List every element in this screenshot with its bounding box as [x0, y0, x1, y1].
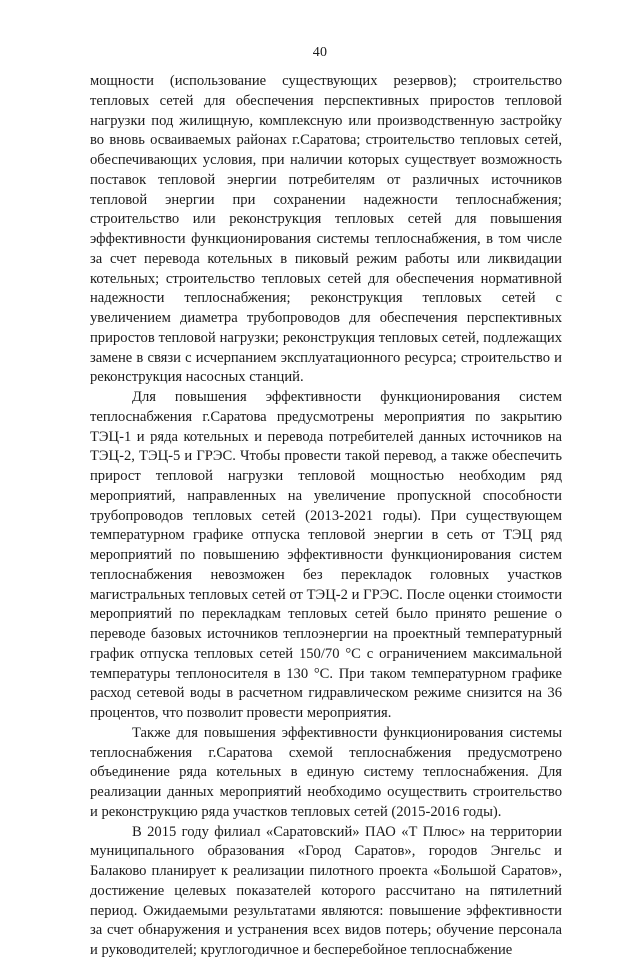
- paragraph-continuation: мощности (использование существующих резервов); строительство тепловых сетей для обеспечения перспективных приростов тепловой нагрузки под жилищную, комплексную или производственную застройку во вновь осваиваемых районах г.Саратова; строительство тепловых сетей, обеспечивающих условия, при наличии которых существует возможность поставок тепловой энергии потребителям от различных источников тепловой энергии при сохранении надежности теплоснабжения; строительство или реконструкция тепловых сетей для повышения эффективности функционирования системы теплоснабжения, в том числе за счет перевода котельных в пиковый режим работы или ликвидации котельных; строительство тепловых сетей для обеспечения нормативной надежности теплоснабжения; реконструкция тепловых сетей с увеличением диаметра трубопроводов для обеспечения перспективных приростов тепловой нагрузки; реконструкция тепловых сетей, подлежащих замене в связи с исчерпанием эксплуатационного ресурса; строительство и реконструкция насосных станций.: [90, 73, 562, 386]
- paragraph-boiler-consolidation: Также для повышения эффективности функционирования системы теплоснабжения г.Саратова схемой теплоснабжения предусмотрено объединение ряда котельных в единую систему теплоснабжения. Для реализации данных мероприятий необходимо осуществить строительство и реконструкцию ряда участков тепловых сетей (2015-2016 годы).: [90, 724, 562, 820]
- paragraph-big-saratov-project: В 2015 году филиал «Саратовский» ПАО «Т Плюс» на территории муниципального образования «Город Саратов», городов Энгельс и Балаково планирует к реализации пилотного проекта «Большой Саратов», достижение целевых показателей которого рассчитано на пятилетний период. Ожидаемыми результатами являются: повышение эффективности за счет обнаружения и устранения всех видов потерь; обучение персонала и руководителей; круглогодичное и бесперебойное теплоснабжение: [90, 823, 562, 958]
- body-text: [90, 72, 562, 961]
- paragraph-efficiency-measures: Для повышения эффективности функционирования систем теплоснабжения г.Саратова предусмотрены мероприятия по закрытию ТЭЦ-1 и ряда котельных и перевода потребителей данных источников на ТЭЦ-2, ТЭЦ-5 и ГРЭС. Чтобы провести такой перевод, а также обеспечить прирост тепловой нагрузки тепловой мощностью необходим ряд мероприятий, направленных на увеличение пропускной способности трубопроводов тепловых сетей (2013-2021 годы). При существующем температурном графике отпуска тепловой энергии в сеть от ТЭЦ ряд мероприятий по повышению эффективности функционирования систем теплоснабжения невозможен без перекладок головных участков магистральных тепловых сетей от ТЭЦ-2 и ГРЭС. После оценки стоимости мероприятий по перекладкам тепловых сетей было принято решение о переводе базовых источников теплоэнергии на проектный температурный график отпуска тепловых сетей 150/70 °С с ограничением максимальной температуры теплоносителя в 130 °С. При таком температурном графике расход сетевой воды в расчетном гидравлическом режиме снизится на 36 процентов, что позволит провести мероприятия.: [90, 389, 562, 721]
- page-number: 40: [312, 45, 328, 60]
